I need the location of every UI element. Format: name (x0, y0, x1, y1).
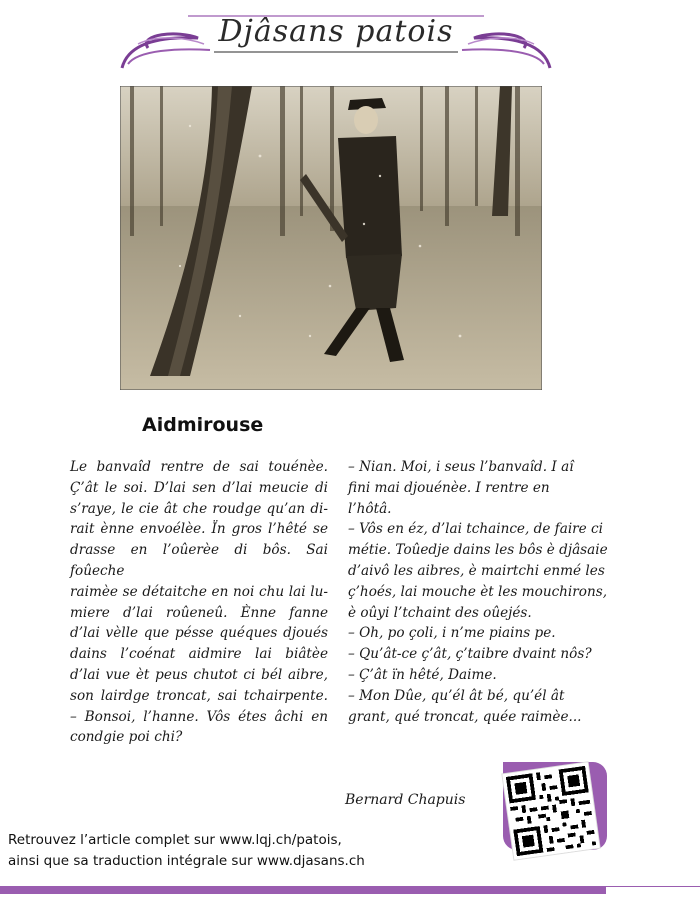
qr-code-icon[interactable] (502, 762, 599, 859)
text-line: fini mai djouénèe. I rentre en (348, 479, 550, 496)
text-line: dains l’coénat aidmire lai biâtèe (70, 646, 328, 663)
footer-line-article[interactable]: Retrouvez l’article complet sur www.lqj.ch/patois, (8, 832, 342, 848)
article-column-right (348, 457, 606, 727)
footer-line-translation[interactable]: ainsi que sa traduction intégrale sur www.djasans.ch (8, 853, 365, 869)
author-signature: Bernard Chapuis (345, 792, 466, 808)
text-line: métie. Toûedje dains les bôs è djâsaie (348, 542, 608, 559)
text-line: Ç’ât le soi. D’lai sen d’lai meucie di (70, 479, 328, 496)
text-line: – Ç’ât ïn hêté, Daime. (348, 666, 497, 683)
text-line: son lairdge troncat, sai tchairpente. (70, 687, 328, 704)
text-line: grant, qué troncat, quée raimèe... (348, 708, 582, 725)
woodsman-photo (120, 86, 542, 390)
text-line: – Nian. Moi, i seus l’banvaîd. I aî (348, 459, 574, 475)
text-line: – Mon Dûe, qu’él ât bé, qu’él ât (348, 687, 565, 704)
text-line: rait ènne envoélèe. Ïn gros l’hêté se (70, 521, 328, 538)
text-line: – Bonsoi, l’hanne. Vôs étes âchi en (70, 708, 328, 725)
text-line: l’hôtâ. (348, 500, 392, 517)
text-line: – Qu’ât-ce ç’ât, ç’taibre dvaint nôs? (348, 646, 592, 663)
footer-rule (606, 886, 700, 887)
text-line: drasse en l’oûerèe di bôs. Sai foûeche (70, 542, 328, 579)
masthead-title: Djâsans patois (218, 14, 454, 49)
text-line: d’lai vèlle que pésse quéques djoués (70, 625, 328, 642)
footer-links (8, 830, 365, 872)
text-line: è oûyi l’tchaint des oûejés. (348, 604, 532, 621)
footer-accent-bar (0, 886, 606, 894)
masthead (118, 8, 554, 74)
text-line: d’aivô les aibres, è mairtchi enmé les (348, 562, 605, 579)
text-line: – Vôs en éz, d’lai tchaince, de faire ci (348, 521, 603, 538)
article-title: Aidmirouse (142, 414, 264, 436)
text-line: s’raye, le cie ât che roudge qu’an di- (70, 500, 328, 517)
text-line: raimèe se détaitche en noi chu lai lu- (70, 583, 328, 600)
text-line: Le banvaîd rentre de sai touénèe. (70, 459, 328, 475)
article-column-left (70, 457, 328, 748)
text-line: – Oh, po çoli, i n’me piains pe. (348, 625, 556, 642)
text-line: ç’hoés, lai mouche èt les mouchirons, (348, 583, 608, 600)
text-line: condgie poi chi? (70, 729, 183, 746)
text-line: d’lai vue èt peus chutot ci bél aibre, (70, 666, 328, 683)
text-line: miere d’lai roûeneû. Ènne fanne (70, 604, 328, 621)
